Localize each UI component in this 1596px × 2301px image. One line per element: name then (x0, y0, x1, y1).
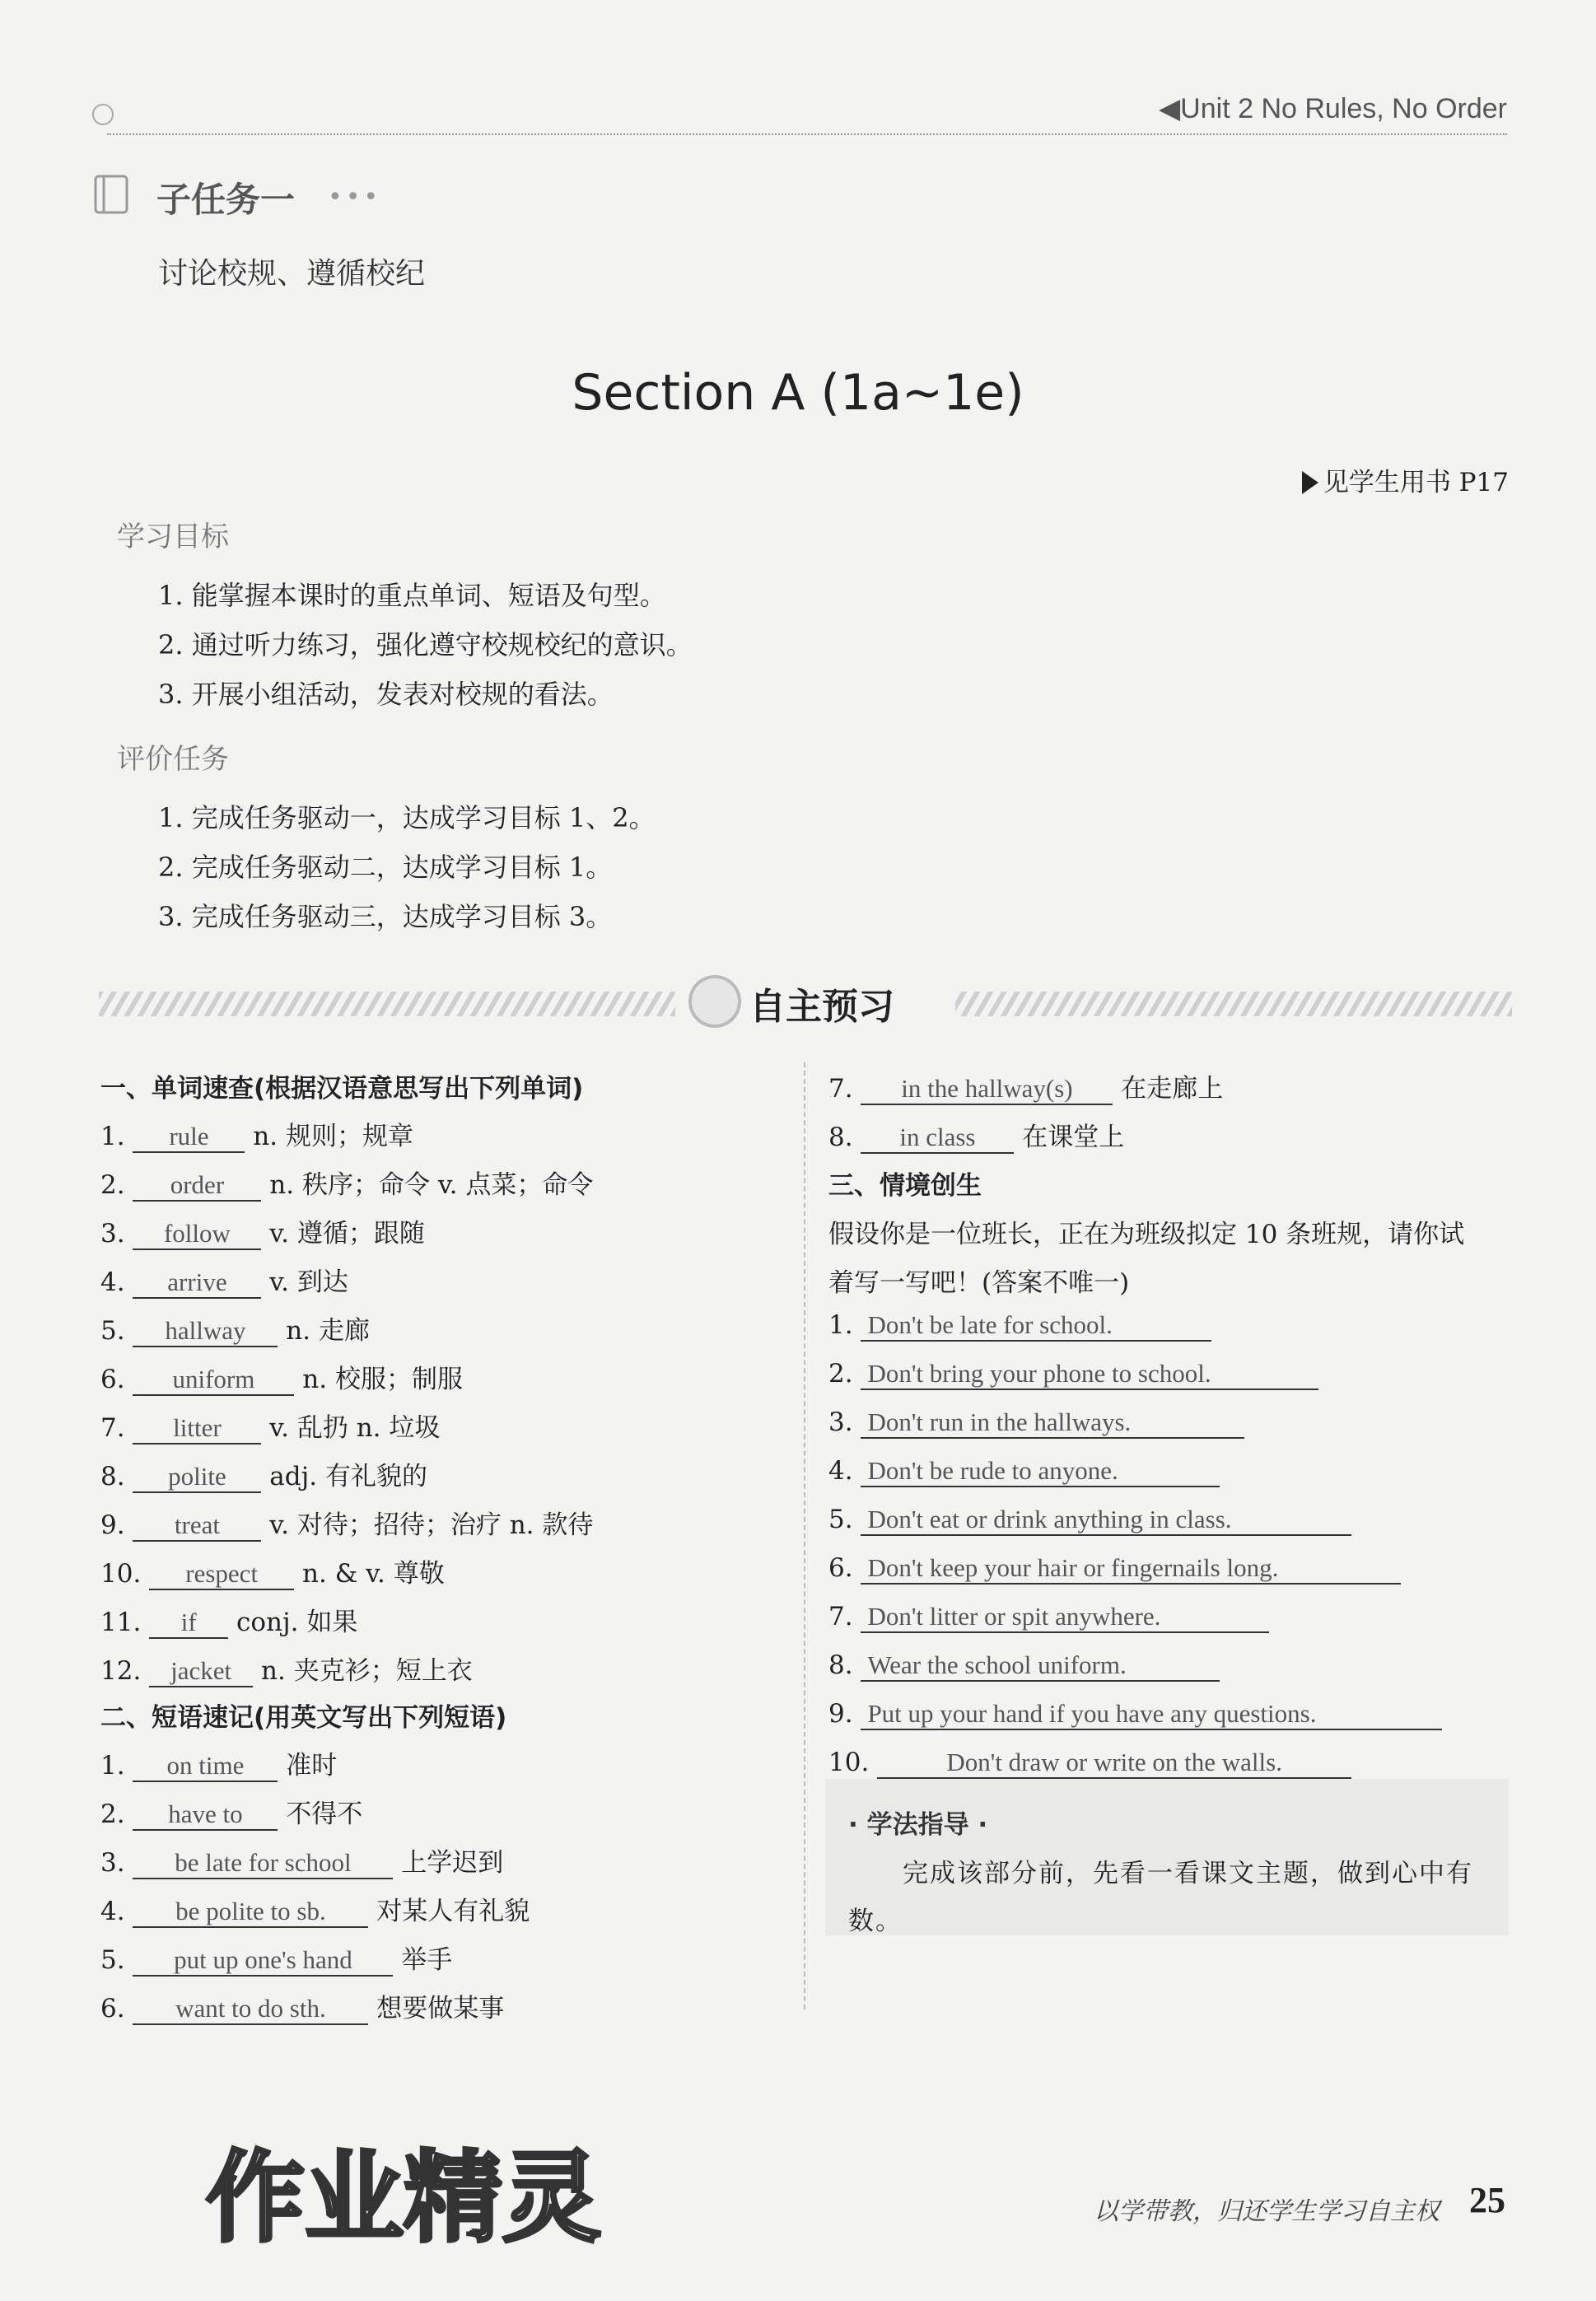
answer-blank: hallway (133, 1316, 278, 1347)
item-number: 1. (100, 1751, 125, 1781)
watermark-logo (198, 2133, 675, 2257)
answer-blank: have to (133, 1799, 278, 1831)
section-title: Section A (1a~1e) (572, 364, 1024, 422)
answer-blank: respect (149, 1559, 294, 1590)
item-meaning: 在走廊上 (1121, 1074, 1224, 1104)
item-meaning: n. 秩序；命令 v. 点菜；命令 (269, 1170, 594, 1200)
item-number: 6. (100, 1365, 125, 1394)
item-number: 12. (100, 1656, 142, 1686)
answer-blank: arrive (133, 1267, 261, 1299)
rule-item (828, 1505, 1351, 1536)
vocab-item (100, 1601, 357, 1639)
item-number: 2. (828, 1359, 853, 1389)
answer-blank: want to do sth. (133, 1994, 368, 2025)
item-number: 3. (100, 1219, 125, 1249)
item-meaning: 准时 (286, 1751, 338, 1781)
answer-blank: Don't be late for school. (861, 1310, 1211, 1342)
vocab-item (100, 1358, 463, 1396)
item-meaning: v. 乱扔 n. 垃圾 (269, 1413, 441, 1443)
rule-item (828, 1407, 1244, 1439)
item-number: 4. (100, 1897, 125, 1926)
answer-blank: litter (133, 1413, 261, 1445)
task-title: 子任务一 (156, 180, 296, 220)
banner-stripe-right (955, 992, 1512, 1016)
answer-blank: Don't bring your phone to school. (861, 1359, 1318, 1390)
item-meaning: v. 对待；招待；治疗 n. 款待 (269, 1510, 594, 1540)
answer-blank: rule (133, 1122, 245, 1153)
item-number: 6. (100, 1994, 125, 2023)
vocab-item (100, 1650, 473, 1687)
answer-blank: be polite to sb. (133, 1897, 368, 1928)
phrase-item (100, 1744, 337, 1782)
item-number: 10. (828, 1748, 870, 1777)
answer-blank: Don't keep your hair or fingernails long. (861, 1553, 1401, 1585)
goal-item: 1. 能掌握本课时的重点单词、短语及句型。 (158, 580, 666, 611)
evaluation-item: 3. 完成任务驱动三，达成学习目标 3。 (158, 901, 613, 932)
rule-item (828, 1699, 1442, 1730)
answer-blank: Don't draw or write on the walls. (877, 1748, 1351, 1779)
answer-blank: put up one's hand (133, 1945, 393, 1977)
lightbulb-icon (92, 104, 114, 125)
unit-header: ◀Unit 2 No Rules, No Order (1159, 93, 1507, 124)
item-number: 5. (100, 1945, 125, 1975)
item-number: 5. (100, 1316, 125, 1346)
item-number: 4. (100, 1267, 125, 1297)
item-meaning: 不得不 (286, 1799, 363, 1829)
header-divider (107, 133, 1507, 135)
item-number: 6. (828, 1553, 853, 1583)
answer-blank: order (133, 1170, 261, 1202)
goal-item: 3. 开展小组活动，发表对校规的看法。 (158, 679, 614, 710)
svg-text:作业精灵: 作业精灵 (206, 2141, 601, 2256)
rule-item (828, 1650, 1220, 1682)
situation-prompt: 着写一写吧！(答案不唯一) (828, 1268, 1130, 1298)
reference-text: 见学生用书 P17 (1323, 468, 1509, 497)
item-meaning: n. 夹克衫；短上衣 (261, 1656, 473, 1686)
item-number: 2. (100, 1170, 125, 1200)
column-divider (804, 1062, 805, 2009)
study-tip-text: 完成该部分前，先看一看课文主题，做到心中有数。 (848, 1859, 1473, 1936)
item-number: 3. (828, 1407, 853, 1437)
item-number: 8. (828, 1650, 853, 1680)
item-meaning: adj. 有礼貌的 (269, 1462, 427, 1491)
item-number: 4. (828, 1456, 853, 1486)
answer-blank: in class (861, 1122, 1014, 1154)
item-meaning: n. & v. 尊敬 (302, 1559, 445, 1589)
phrase-item (828, 1116, 1124, 1154)
student-book-reference (1302, 461, 1509, 498)
phrases-heading: 二、短语速记(用英文写出下列短语) (100, 1703, 507, 1733)
answer-blank: Don't eat or drink anything in class. (861, 1505, 1351, 1536)
phrase-item (100, 1987, 504, 2025)
item-meaning: conj. 如果 (236, 1608, 358, 1637)
item-number: 7. (100, 1413, 125, 1443)
item-meaning: n. 规则；规章 (253, 1122, 413, 1151)
item-number: 7. (828, 1602, 853, 1631)
answer-blank: on time (133, 1751, 278, 1782)
item-meaning: v. 到达 (269, 1267, 348, 1297)
phrase-item (100, 1939, 452, 1977)
evaluation-item: 2. 完成任务驱动二，达成学习目标 1。 (158, 852, 613, 883)
answer-blank: treat (133, 1510, 261, 1542)
item-meaning: 举手 (401, 1945, 453, 1975)
item-meaning: 在课堂上 (1022, 1122, 1125, 1152)
phrase-item (828, 1067, 1223, 1105)
item-number: 10. (100, 1559, 142, 1589)
rule-item (828, 1748, 1351, 1779)
vocab-item (100, 1261, 348, 1299)
vocab-heading: 一、单词速查(根据汉语意思写出下列单词) (100, 1074, 584, 1104)
play-arrow-icon (1302, 471, 1318, 494)
rule-item (828, 1553, 1401, 1585)
vocab-item (100, 1212, 425, 1250)
item-meaning: n. 走廊 (286, 1316, 370, 1346)
item-number: 1. (100, 1122, 125, 1151)
rule-item (828, 1359, 1318, 1390)
answer-blank: Don't litter or spit anywhere. (861, 1602, 1269, 1633)
item-number: 9. (828, 1699, 853, 1729)
answer-blank: follow (133, 1219, 261, 1250)
goal-item: 2. 通过听力练习，强化遵守校规校纪的意识。 (158, 629, 693, 660)
vocab-item (100, 1407, 440, 1445)
evaluation-item: 1. 完成任务驱动一，达成学习目标 1、2。 (158, 802, 656, 833)
answer-blank: Wear the school uniform. (861, 1650, 1220, 1682)
item-number: 8. (828, 1122, 853, 1152)
answer-blank: jacket (149, 1656, 253, 1687)
goals-label: 学习目标 (117, 520, 229, 553)
rule-item (828, 1310, 1211, 1342)
phrase-item (100, 1890, 530, 1928)
answer-blank: Don't be rude to anyone. (861, 1456, 1220, 1487)
item-number: 5. (828, 1505, 853, 1534)
vocab-item (100, 1115, 413, 1153)
footer-slogan: 以学带教，归还学生学习自主权 (1094, 2197, 1440, 2226)
vocab-item (100, 1309, 370, 1347)
item-number: 11. (100, 1608, 142, 1637)
item-number: 9. (100, 1510, 125, 1540)
answer-blank: uniform (133, 1365, 294, 1396)
vocab-item (100, 1504, 593, 1542)
answer-blank: polite (133, 1462, 261, 1493)
book-icon (92, 173, 132, 216)
item-meaning: 上学迟到 (401, 1848, 504, 1878)
item-meaning: 对某人有礼貌 (376, 1897, 530, 1926)
page-number: 25 (1469, 2180, 1505, 2220)
item-number: 8. (100, 1462, 125, 1491)
vocab-item (100, 1455, 427, 1493)
phrase-item (100, 1841, 503, 1879)
preview-icon (688, 975, 741, 1028)
item-meaning: n. 校服；制服 (302, 1365, 463, 1394)
banner-stripe-left (99, 992, 675, 1016)
situation-heading: 三、情境创生 (828, 1171, 982, 1201)
item-number: 3. (100, 1848, 125, 1878)
study-tip-title: · 学法指导 · (848, 1810, 988, 1840)
item-number: 2. (100, 1799, 125, 1829)
answer-blank: be late for school (133, 1848, 393, 1879)
rule-item (828, 1602, 1269, 1633)
phrase-item (100, 1793, 362, 1831)
rule-item (828, 1456, 1220, 1487)
vocab-item (100, 1164, 593, 1202)
answer-blank: if (149, 1608, 228, 1639)
banner-title: 自主预习 (749, 986, 894, 1028)
task-dots: ••• (328, 183, 382, 212)
item-number: 7. (828, 1074, 853, 1104)
answer-blank: Put up your hand if you have any questions. (861, 1699, 1442, 1730)
vocab-item (100, 1552, 445, 1590)
item-number: 1. (828, 1310, 853, 1340)
answer-blank: in the hallway(s) (861, 1074, 1113, 1105)
task-subtitle: 讨论校规、遵循校纪 (158, 257, 426, 291)
item-meaning: v. 遵循；跟随 (269, 1219, 425, 1249)
answer-blank: Don't run in the hallways. (861, 1407, 1244, 1439)
situation-prompt: 假设你是一位班长，正在为班级拟定 10 条班规，请你试 (828, 1220, 1465, 1249)
evaluation-label: 评价任务 (117, 743, 229, 776)
item-meaning: 想要做某事 (376, 1994, 505, 2023)
